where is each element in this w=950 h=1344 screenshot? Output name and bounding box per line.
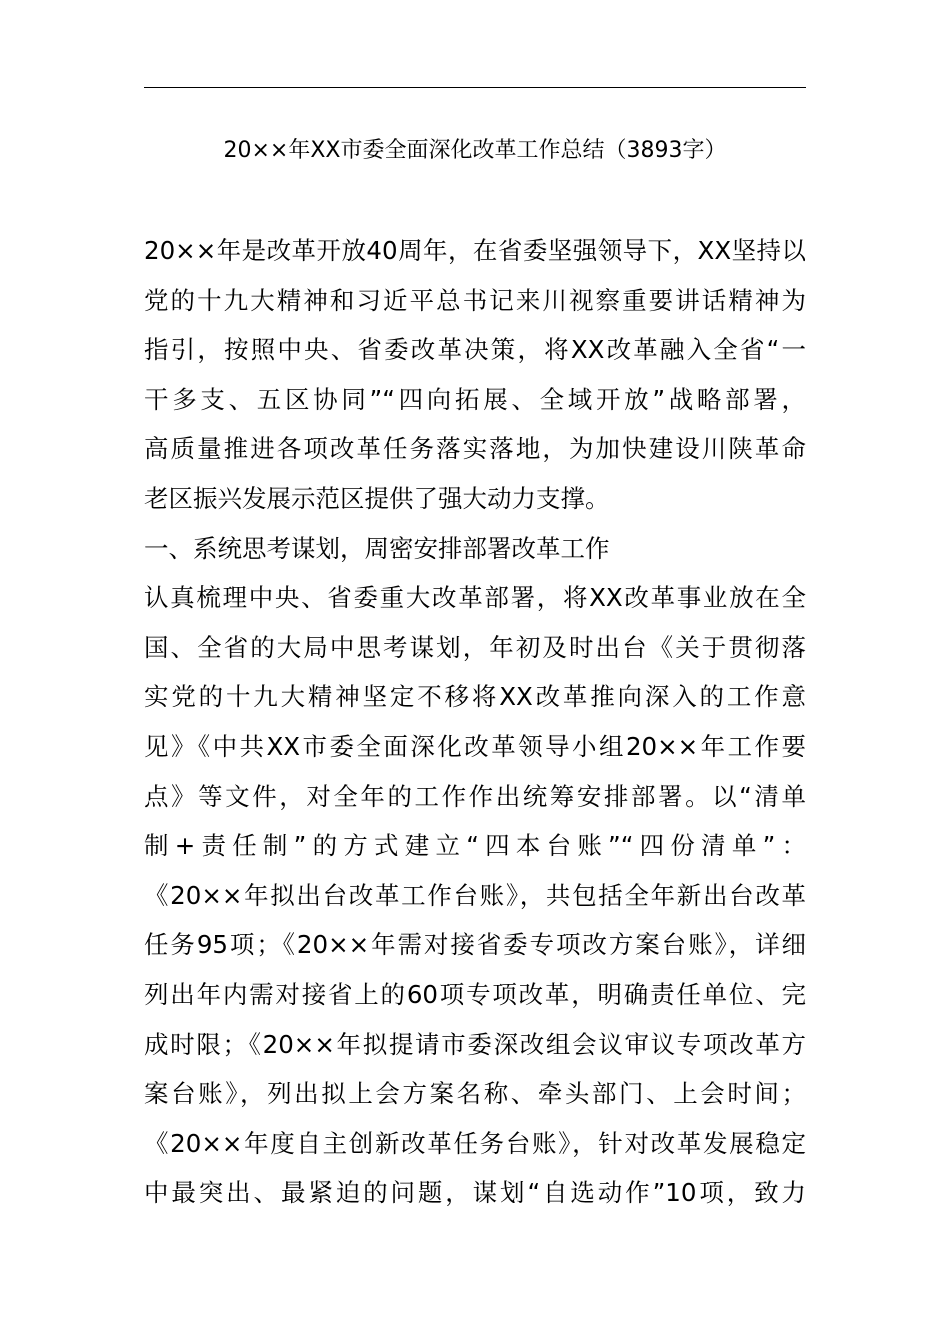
- document-body: [144, 231, 806, 1223]
- body-line: 老区振兴发展示范区提供了强大动力支撑。: [144, 483, 610, 513]
- body-line: 一、系统思考谋划，周密安排部署改革工作: [144, 533, 610, 563]
- body-line: 中最突出、最紧迫的问题，谋划“自选动作”10项，致力: [144, 1178, 806, 1208]
- document-title: 20××年XX市委全面深化改革工作总结（3893字）: [223, 138, 727, 163]
- body-line: 认真梳理中央、省委重大改革部署，将XX改革事业放在全: [144, 583, 806, 613]
- body-line: 国、全省的大局中思考谋划，年初及时出台《关于贯彻落: [144, 632, 806, 662]
- body-line: 列出年内需对接省上的60项专项改革，明确责任单位、完: [144, 979, 806, 1009]
- body-line: 党的十九大精神和习近平总书记来川视察重要讲话精神为: [144, 285, 806, 315]
- body-line: 《20××年度自主创新改革任务台账》，针对改革发展稳定: [144, 1128, 806, 1158]
- body-line: 实党的十九大精神坚定不移将XX改革推向深入的工作意: [144, 682, 806, 712]
- body-line: 20××年是改革开放40周年，在省委坚强领导下，XX坚持以: [144, 236, 806, 265]
- header-rule: [144, 87, 806, 88]
- body-line: 成时限；《20××年拟提请市委深改组会议审议专项改革方: [144, 1029, 806, 1059]
- body-line: 见》《中共XX市委全面深化改革领导小组20××年工作要: [144, 731, 806, 761]
- body-line: 指引，按照中央、省委改革决策，将XX改革融入全省“一: [144, 335, 806, 365]
- body-line: 制+责任制”的方式建立“四本台账”“四份清单”：: [144, 831, 806, 861]
- body-line: 任务95项；《20××年需对接省委专项改方案台账》，详细: [144, 930, 806, 960]
- body-line: 点》等文件，对全年的工作作出统筹安排部署。以“清单: [144, 781, 806, 811]
- body-line: 干多支、五区协同”“四向拓展、全域开放”战略部署，: [144, 384, 806, 414]
- body-line: 案台账》，列出拟上会方案名称、牵头部门、上会时间；: [144, 1079, 806, 1109]
- body-line: 《20××年拟出台改革工作台账》，共包括全年新出台改革: [144, 880, 806, 910]
- body-line: 高质量推进各项改革任务落实落地，为加快建设川陕革命: [144, 434, 806, 464]
